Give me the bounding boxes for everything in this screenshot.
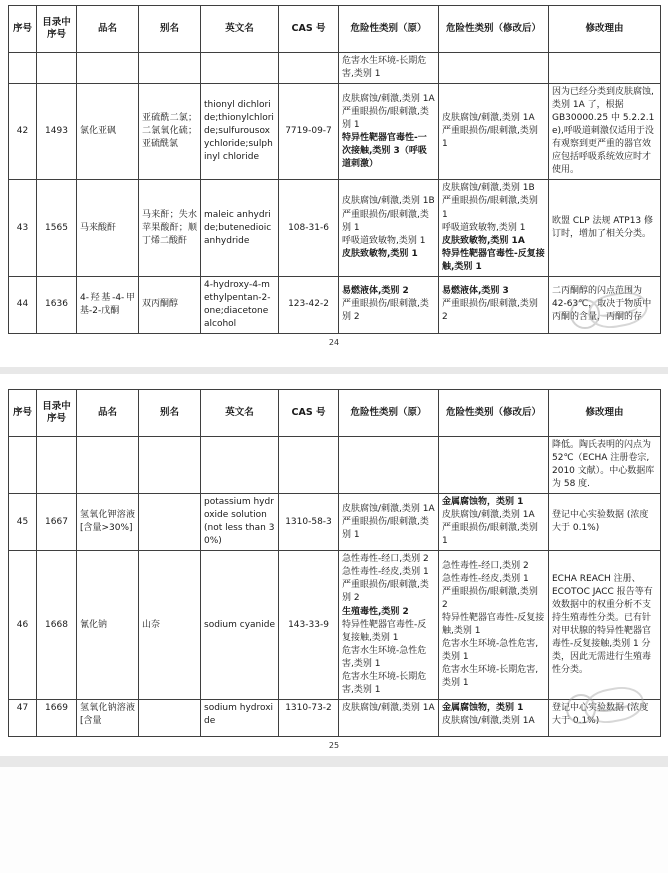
page-24 (0, 0, 668, 353)
cell-english-name-text: 4-hydroxy-4-methylpentan-2-one;diacetone alcohol (204, 279, 271, 329)
hazard-entry: 皮肤腐蚀/刺激,类别 1A (442, 113, 535, 124)
hazard-entry: 严重眼损伤/眼刺激,类别 1 (442, 126, 538, 150)
cell-catalog-no-text: 1565 (45, 222, 68, 233)
cell-cas (279, 180, 339, 276)
table-header (9, 389, 661, 436)
cell-catalog-no-text: 1636 (45, 299, 68, 310)
hazard-entry: 严重眼损伤/眼刺激,类别 2 (442, 299, 538, 323)
cell-reason (549, 494, 661, 551)
hazard-entry: 皮肤腐蚀/刺激,类别 1A (342, 93, 435, 104)
cell-product-name-text: 氢氧化钾溶液[含量>30%] (80, 510, 135, 534)
cell-reason-text: 登记中心实验数据 (浓度大于 0.1%) (552, 702, 649, 726)
cell-english-name (201, 699, 279, 736)
cell-seq (9, 436, 37, 493)
cell-alias-text: 亚硫酰二氯；二氯氧化硫；亚硫酰氯 (142, 113, 197, 150)
cell-english-name (201, 551, 279, 700)
cell-english-name (201, 276, 279, 333)
cell-seq-text (12, 460, 33, 470)
col-header-hazard-original: 危险性类别（原） (339, 389, 439, 436)
col-header-hazard-revised: 危险性类别（修改后） (439, 6, 549, 53)
cell-product-name (77, 84, 139, 180)
hazard-entry: 特异性靶器官毒性-一次接触,类别 3（呼吸道刺激） (342, 132, 427, 169)
cell-hazard-revised (439, 699, 549, 736)
cell-product-name-text: 马来酸酐 (80, 222, 117, 233)
cell-hazard-revised (439, 84, 549, 180)
cell-english-name-text: potassium hydroxide solution(not less than 30%) (204, 497, 275, 547)
cell-seq (9, 180, 37, 276)
col-header-hazard-original: 危险性类别（原） (339, 6, 439, 53)
hazard-entry: 皮肤腐蚀/刺激,类别 1A (342, 503, 435, 514)
table-row (9, 180, 661, 276)
cell-english-name-text: sodium hydroxide (204, 702, 274, 726)
hazard-entry: 皮肤腐蚀/刺激,类别 1A (342, 702, 435, 713)
cell-reason (549, 436, 661, 493)
cell-hazard-revised (439, 436, 549, 493)
hazard-entry: 皮肤腐蚀/刺激,类别 1B (442, 183, 535, 194)
cell-hazard-original (339, 551, 439, 700)
cell-english-name-text: maleic anhydride;butenedioic anhydride (204, 209, 272, 246)
cell-seq (9, 699, 37, 736)
cell-seq (9, 53, 37, 84)
cell-reason (549, 699, 661, 736)
cell-seq-text: 47 (16, 702, 29, 713)
hazard-table-page-24 (8, 5, 661, 334)
cell-cas-text (282, 63, 335, 73)
hazard-entry: 严重眼损伤/眼刺激,类别 2 (342, 299, 429, 323)
hazard-entry: 严重眼损伤/眼刺激,类别 2 (342, 580, 429, 604)
page-divider-band (0, 367, 668, 374)
cell-hazard-revised-list (442, 112, 545, 151)
cell-english-name (201, 436, 279, 493)
cell-hazard-revised (439, 276, 549, 333)
cell-product-name-text (80, 63, 135, 73)
cell-hazard-original-list (342, 702, 435, 715)
cell-alias (139, 53, 201, 84)
cell-cas (279, 494, 339, 551)
table-row (9, 551, 661, 700)
table-row (9, 53, 661, 84)
cell-hazard-original-list (342, 460, 435, 470)
hazard-entry: 严重眼损伤/眼刺激,类别 1 (342, 209, 429, 233)
table-row (9, 494, 661, 551)
cell-reason (549, 551, 661, 700)
cell-alias (139, 84, 201, 180)
col-header-english-name: 英文名 (201, 389, 279, 436)
col-header-product-name: 品名 (77, 6, 139, 53)
hazard-entry: 严重眼损伤/眼刺激,类别 2 (442, 586, 538, 610)
table-row (9, 276, 661, 333)
col-header-seq: 序号 (9, 6, 37, 53)
cell-seq-text: 44 (16, 299, 29, 310)
col-header-reason: 修改理由 (549, 389, 661, 436)
cell-alias (139, 551, 201, 700)
cell-catalog-no-text (40, 63, 73, 73)
cell-hazard-original (339, 180, 439, 276)
cell-cas-text: 1310-73-2 (285, 702, 332, 713)
cell-reason (549, 276, 661, 333)
hazard-entry: 严重眼损伤/眼刺激,类别 1 (342, 516, 429, 540)
cell-cas-text: 7719-09-7 (285, 126, 332, 137)
cell-reason-text: 因为已经分类到皮肤腐蚀,类别 1A 了，根据 GB30000.25 中 5.2.2.1 e),呼吸道刺激仅适用于没有观察到更严重的器官效应包括呼吸系统效应时才使用。 (552, 87, 655, 176)
col-header-alias: 别名 (139, 6, 201, 53)
cell-cas (279, 551, 339, 700)
cell-alias-text (142, 702, 197, 712)
hazard-entry: 皮肤腐蚀/刺激,类别 1A (442, 715, 535, 726)
cell-cas (279, 53, 339, 84)
cell-reason-text (552, 63, 657, 73)
cell-catalog-no-text: 1493 (45, 126, 68, 137)
col-header-alias: 别名 (139, 389, 201, 436)
cell-alias (139, 494, 201, 551)
cell-reason (549, 84, 661, 180)
hazard-entry: 急性毒性-经口,类别 2 (442, 560, 529, 571)
cell-product-name-text: 氰化钠 (80, 619, 108, 630)
cell-reason (549, 180, 661, 276)
cell-hazard-original (339, 699, 439, 736)
cell-english-name-text (204, 63, 275, 73)
cell-seq-text: 43 (16, 222, 29, 233)
cell-cas-text: 123-42-2 (288, 299, 329, 310)
cell-product-name (77, 436, 139, 493)
hazard-entry: 危害水生环境-长期危害,类别 1 (442, 665, 539, 689)
cell-product-name (77, 180, 139, 276)
cell-cas-text: 143-33-9 (288, 619, 329, 630)
cell-hazard-original-list (342, 285, 435, 324)
cell-seq-text: 42 (16, 126, 29, 137)
cell-hazard-revised-list (442, 460, 545, 470)
cell-hazard-original (339, 53, 439, 84)
table-row (9, 436, 661, 493)
cell-hazard-revised-list (442, 182, 545, 273)
page-number: 25 (328, 740, 340, 750)
cell-english-name (201, 53, 279, 84)
cell-hazard-revised-list (442, 702, 545, 728)
cell-catalog-no (37, 551, 77, 700)
col-header-cas: CAS 号 (279, 6, 339, 53)
cell-seq (9, 551, 37, 700)
cell-alias-text (142, 517, 197, 527)
cell-catalog-no-text: 1668 (45, 619, 68, 630)
cell-cas (279, 276, 339, 333)
hazard-entry: 皮肤致敏物,类别 1 (342, 248, 418, 259)
cell-catalog-no-text (40, 460, 73, 470)
hazard-table-page-25 (8, 389, 661, 737)
cell-catalog-no (37, 84, 77, 180)
cell-hazard-original (339, 436, 439, 493)
cell-hazard-revised-list (442, 285, 545, 324)
hazard-entry: 严重眼损伤/眼刺激,类别 1 (442, 196, 538, 220)
cell-hazard-original-list (342, 553, 435, 697)
cell-reason (549, 53, 661, 84)
table-row (9, 699, 661, 736)
hazard-entry: 危害水生环境-急性危害,类别 1 (342, 645, 427, 669)
cell-product-name (77, 276, 139, 333)
col-header-seq: 序号 (9, 389, 37, 436)
cell-english-name-text (204, 460, 275, 470)
page-gap (0, 374, 668, 384)
cell-cas (279, 436, 339, 493)
cell-hazard-revised (439, 551, 549, 700)
hazard-entry: 特异性靶器官毒性-反复接触,类别 1 (442, 248, 545, 272)
hazard-entry: 皮肤腐蚀/刺激,类别 1B (342, 196, 435, 207)
cell-product-name-text: 氯化亚砜 (80, 126, 117, 137)
cell-product-name-text: 4-羟基-4-甲基-2-戊酮 (80, 292, 135, 316)
cell-cas-text: 1310-58-3 (285, 516, 332, 527)
cell-hazard-original (339, 494, 439, 551)
cell-english-name-text: sodium cyanide (204, 619, 275, 630)
hazard-entry: 严重眼损伤/眼刺激,类别 1 (442, 523, 538, 547)
cell-alias-text (142, 63, 197, 73)
cell-product-name-text (80, 460, 135, 470)
cell-hazard-revised (439, 180, 549, 276)
cell-product-name (77, 551, 139, 700)
col-header-hazard-revised: 危险性类别（修改后） (439, 389, 549, 436)
cell-alias (139, 699, 201, 736)
hazard-entry: 易燃液体,类别 3 (442, 286, 509, 297)
col-header-cas: CAS 号 (279, 389, 339, 436)
hazard-entry: 易燃液体,类别 2 (342, 286, 409, 297)
cell-reason-text: 降低。陶氏表明的闪点为 52℃（ECHA 注册卷宗, 2010 文献）。中心数据库为 58 度. (552, 439, 655, 490)
cell-seq (9, 276, 37, 333)
cell-catalog-no (37, 276, 77, 333)
cell-catalog-no-text: 1669 (45, 702, 68, 713)
hazard-entry: 严重眼损伤/眼刺激,类别 1 (342, 106, 429, 130)
cell-alias-text (142, 460, 197, 470)
col-header-catalog-no: 目录中序号 (37, 389, 77, 436)
cell-cas (279, 699, 339, 736)
cell-english-name-text: thionyl dichloride;thionylchloride;sulfurousoxychloride;sulphinyl chloride (204, 100, 274, 163)
hazard-entry: 金属腐蚀物，类别 1 (442, 702, 524, 713)
cell-reason-text: 登记中心实验数据 (浓度大于 0.1%) (552, 510, 649, 534)
cell-catalog-no-text: 1667 (45, 516, 68, 527)
cell-hazard-original-list (342, 195, 435, 260)
hazard-entry: 危害水生环境-长期危害,类别 1 (342, 56, 427, 80)
cell-hazard-revised-list (442, 63, 545, 73)
cell-hazard-revised-list (442, 496, 545, 548)
cell-product-name (77, 53, 139, 84)
cell-catalog-no (37, 699, 77, 736)
cell-cas-text (282, 460, 335, 470)
cell-product-name-text: 氢氧化钠溶液[含量 (80, 702, 135, 726)
cell-alias-text: 马来酐；失水苹果酸酐；顺丁烯二酸酐 (142, 209, 197, 246)
cell-alias (139, 276, 201, 333)
cell-cas-text: 108-31-6 (288, 222, 329, 233)
cell-alias (139, 180, 201, 276)
cell-seq-text: 46 (16, 619, 29, 630)
cell-seq (9, 84, 37, 180)
bottom-band (0, 756, 668, 767)
page-gap (0, 353, 668, 367)
cell-reason-text: 欧盟 CLP 法规 ATP13 修订时，增加了相关分类。 (552, 216, 654, 240)
cell-hazard-revised-list (442, 560, 545, 690)
cell-reason-text: 二丙酮醇的闪点范围为 42-63℃，取决于物质中丙酮的含量，丙酮的存 (552, 286, 652, 323)
cell-product-name (77, 494, 139, 551)
col-header-english-name: 英文名 (201, 6, 279, 53)
cell-alias (139, 436, 201, 493)
hazard-entry: 皮肤腐蚀/刺激,类别 1A (442, 510, 535, 521)
hazard-entry: 急性毒性-经皮,类别 1 (342, 567, 429, 578)
col-header-product-name: 品名 (77, 389, 139, 436)
hazard-entry: 急性毒性-经皮,类别 1 (442, 573, 529, 584)
cell-alias-text: 双丙酮醇 (142, 299, 179, 310)
table-row (9, 84, 661, 180)
page-number: 24 (328, 337, 340, 347)
cell-hazard-original (339, 84, 439, 180)
cell-seq-text (12, 63, 33, 73)
cell-hazard-revised (439, 494, 549, 551)
cell-seq-text: 45 (16, 516, 29, 527)
cell-english-name (201, 84, 279, 180)
col-header-reason: 修改理由 (549, 6, 661, 53)
cell-catalog-no (37, 494, 77, 551)
cell-alias-text: 山奈 (142, 619, 161, 630)
hazard-entry: 危害水生环境-急性危害,类别 1 (442, 639, 539, 663)
cell-product-name (77, 699, 139, 736)
hazard-entry: 皮肤致敏物,类别 1A (442, 235, 525, 246)
hazard-entry: 特异性靶器官毒性-反复接触,类别 1 (442, 613, 545, 637)
cell-catalog-no (37, 53, 77, 84)
hazard-entry: 呼吸道致敏物,类别 1 (442, 222, 526, 233)
table-header (9, 6, 661, 53)
hazard-entry: 急性毒性-经口,类别 2 (342, 554, 429, 565)
cell-hazard-original-list (342, 55, 435, 81)
hazard-entry: 生殖毒性,类别 2 (342, 606, 409, 617)
page-25 (0, 384, 668, 756)
hazard-entry: 呼吸道致敏物,类别 1 (342, 235, 426, 246)
cell-cas (279, 84, 339, 180)
cell-reason-text: ECHA REACH 注册、ECOTOC JACC 报告等有效数据中的权重分析不支持生殖毒性分类。已有针对甲状腺的特异性靶器官毒性-反复接触,类别 1 分类，因此无需进行生殖毒性分类。 (552, 573, 653, 676)
cell-english-name (201, 494, 279, 551)
cell-hazard-original-list (342, 503, 435, 542)
hazard-entry: 特异性靶器官毒性-反复接触,类别 1 (342, 619, 427, 643)
cell-hazard-original-list (342, 93, 435, 171)
cell-seq (9, 494, 37, 551)
cell-hazard-revised (439, 53, 549, 84)
cell-hazard-original (339, 276, 439, 333)
hazard-entry: 危害水生环境-长期危害,类别 1 (342, 671, 427, 695)
cell-catalog-no (37, 180, 77, 276)
cell-english-name (201, 180, 279, 276)
col-header-catalog-no: 目录中序号 (37, 6, 77, 53)
cell-catalog-no (37, 436, 77, 493)
hazard-entry: 金属腐蚀物，类别 1 (442, 497, 524, 508)
